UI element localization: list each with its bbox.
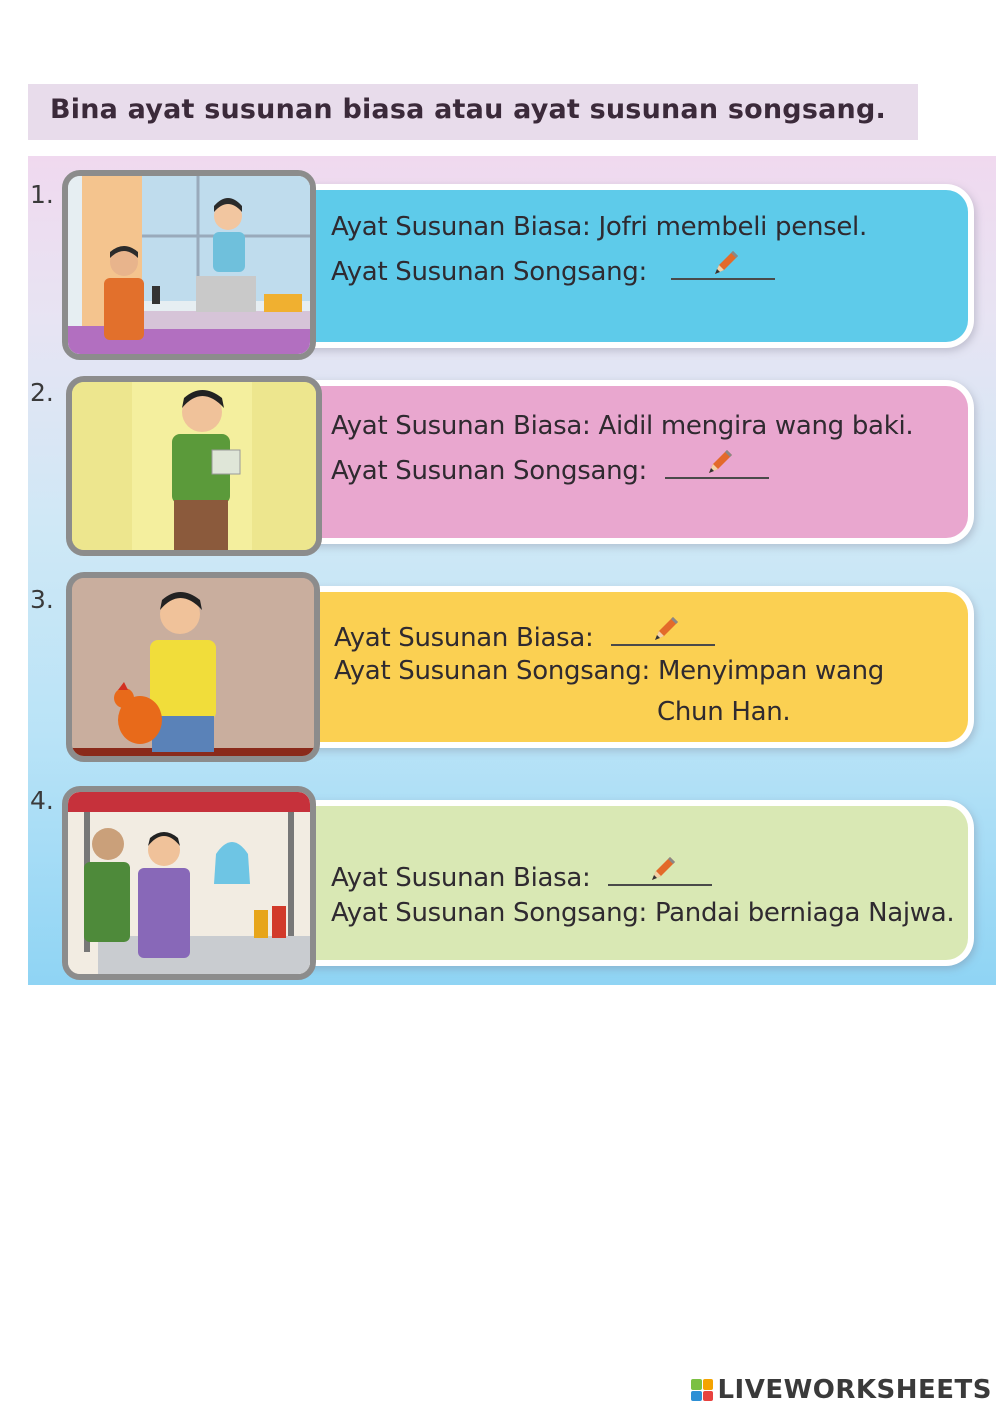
pencil-icon [705, 447, 735, 477]
boy-counting-money-picture [66, 376, 322, 556]
item-number: 2. [30, 378, 54, 407]
pencil-icon [711, 248, 741, 278]
item-2-songsang-line [331, 451, 769, 486]
biasa-label: Ayat Susunan Biasa: [331, 411, 591, 441]
item-2-biasa-line [331, 411, 913, 441]
boy-saving-money-picture [66, 572, 320, 762]
answer-blank-1[interactable] [671, 252, 775, 280]
item-1-biasa-line [331, 212, 867, 242]
songsang-label: Ayat Susunan Songsang: [331, 898, 647, 928]
biasa-label: Ayat Susunan Biasa: [334, 623, 594, 653]
songsang-label: Ayat Susunan Songsang: [331, 456, 647, 486]
biasa-label: Ayat Susunan Biasa: [331, 212, 591, 242]
biasa-sentence: Aidil mengira wang baki. [598, 411, 914, 441]
logo-mark-icon [691, 1379, 713, 1401]
answer-blank-4[interactable] [608, 858, 712, 886]
pencil-icon [651, 614, 681, 644]
answer-blank-2[interactable] [665, 451, 769, 479]
songsang-label: Ayat Susunan Songsang: [334, 656, 650, 686]
liveworksheets-logo[interactable] [691, 1374, 992, 1406]
instruction-text: Bina ayat susunan biasa atau ayat susunan songsang. [50, 94, 886, 125]
pencil-icon [648, 854, 678, 884]
answer-blank-3[interactable] [611, 618, 715, 646]
instruction-banner [28, 84, 918, 140]
food-stall-picture [62, 786, 316, 980]
item-number: 4. [30, 786, 54, 815]
item-number: 1. [30, 180, 54, 209]
songsang-sentence-part-2: Chun Han. [657, 697, 791, 727]
songsang-sentence-part-1: Menyimpan wang [657, 656, 884, 686]
logo-mark-cell [703, 1379, 714, 1390]
songsang-label: Ayat Susunan Songsang: [331, 257, 647, 287]
logo-mark-cell [691, 1379, 702, 1390]
item-3-biasa-line [334, 618, 715, 653]
logo-mark-cell [703, 1391, 714, 1402]
item-4-songsang-line [331, 898, 954, 928]
shop-counter-picture [62, 170, 316, 360]
item-1-songsang-line [331, 252, 775, 287]
logo-mark-cell [691, 1391, 702, 1402]
logo-text: LIVEWORKSHEETS [717, 1375, 992, 1405]
biasa-sentence: Jofri membeli pensel. [598, 212, 867, 242]
item-4-biasa-line [331, 858, 712, 893]
biasa-label: Ayat Susunan Biasa: [331, 863, 591, 893]
songsang-sentence: Pandai berniaga Najwa. [654, 898, 955, 928]
item-3-songsang-line [334, 656, 884, 686]
item-number: 3. [30, 585, 54, 614]
